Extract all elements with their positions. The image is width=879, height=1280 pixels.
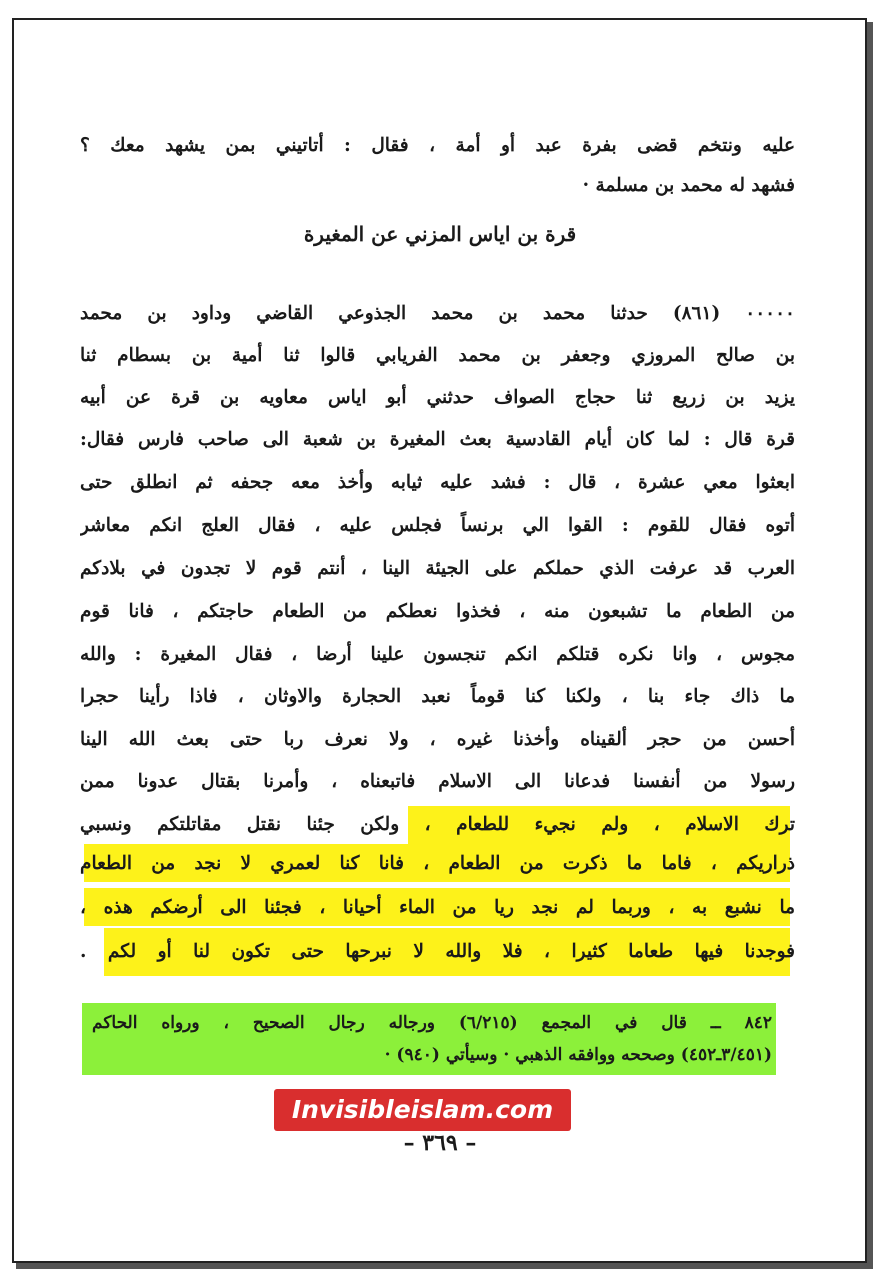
body-line-14: ذراريكم ، فاما ما ذكرت من الطعام ، فانا كنا لعمري لا نجد من الطعام [80,853,795,874]
section-title: قرة بن اياس المزني عن المغيرة [303,222,577,246]
top-line-2: فشهد له محمد بن مسلمة · [582,175,795,196]
body-line-7: العرب قد عرفت الذي حملكم على الجيئة الينا ، أنتم قوم لا تجدون في بلادكم [80,558,795,579]
footnote-line-2: (٣/٤٥١ـ٤٥٢) وصححه ووافقه الذهبي · وسيأتي (٩٤٠) · [384,1045,772,1065]
body-line-16: فوجدنا فيها طعاما كثيرا ، فلا والله لا نبرحها حتى تكون لنا أو لكم . [80,941,795,962]
body-line-12: رسولا من أنفسنا فدعانا الى الاسلام فاتبعناه ، وأمرنا بقتال عدونا ممن [80,771,795,792]
top-line-1: عليه ونتخم قضى بفرة عبد أو أمة ، فقال : أتاتيني بمن يشهد معك ؟ [80,135,795,156]
page-number: – ٣٦٩ – [403,1130,477,1156]
body-line-2: بن صالح المروزي وجعفر بن محمد الفريابي قالوا ثنا أمية بن بسطام ثنا [80,345,795,366]
body-line-15: ما نشبع به ، وربما لم نجد ريا من الماء أحيانا ، فجئنا الى أرضكم هذه ، [80,897,795,918]
watermark-banner: Invisibleislam.com [274,1089,571,1131]
body-line-13: ترك الاسلام ، ولم نجيء للطعام ، ولكن جئنا نقتل مقاتلتكم ونسبي [80,814,795,835]
body-line-11: أحسن من حجر ألقيناه وأخذنا غيره ، ولا نعرف ربا حتى بعث الله الينا [80,729,795,750]
page-shadow-right [867,22,873,1267]
body-line-1: ٠٠٠٠٠ (٨٦١) حدثنا محمد بن محمد الجذوعي القاضي وداود بن محمد [80,303,795,324]
body-line-8: من الطعام ما تشبعون منه ، فخذوا نعطكم من الطعام حاجتكم ، فانا قوم [80,601,795,622]
page-shadow-bottom [16,1263,873,1269]
footnote-line-1: ٨٤٢ ــ قال في المجمع (٦/٢١٥) ورجاله رجال الصحيح ، ورواه الحاكم [92,1013,772,1033]
body-line-9: مجوس ، وانا نكره قتلكم انكم تنجسون علينا أرضا ، فقال المغيرة : والله [80,644,795,665]
body-line-5: ابعثوا معي عشرة ، قال : فشد عليه ثيابه وأخذ معه جحفه ثم انطلق حتى [80,472,795,493]
body-line-4: قرة قال : لما كان أيام القادسية بعث المغيرة بن شعبة الى صاحب فارس فقال: [80,429,795,450]
body-line-3: يزيد بن زريع ثنا حجاج الصواف حدثني أبو اياس معاويه بن قرة عن أبيه [80,387,795,408]
body-line-6: أتوه فقال للقوم : القوا الي برنساً فجلس عليه ، فقال العلج انكم معاشر [80,515,795,536]
body-line-10: ما ذاك جاء بنا ، ولكنا كنا قوماً نعبد الحجارة والاوثان ، فاذا رأينا حجرا [80,686,795,707]
